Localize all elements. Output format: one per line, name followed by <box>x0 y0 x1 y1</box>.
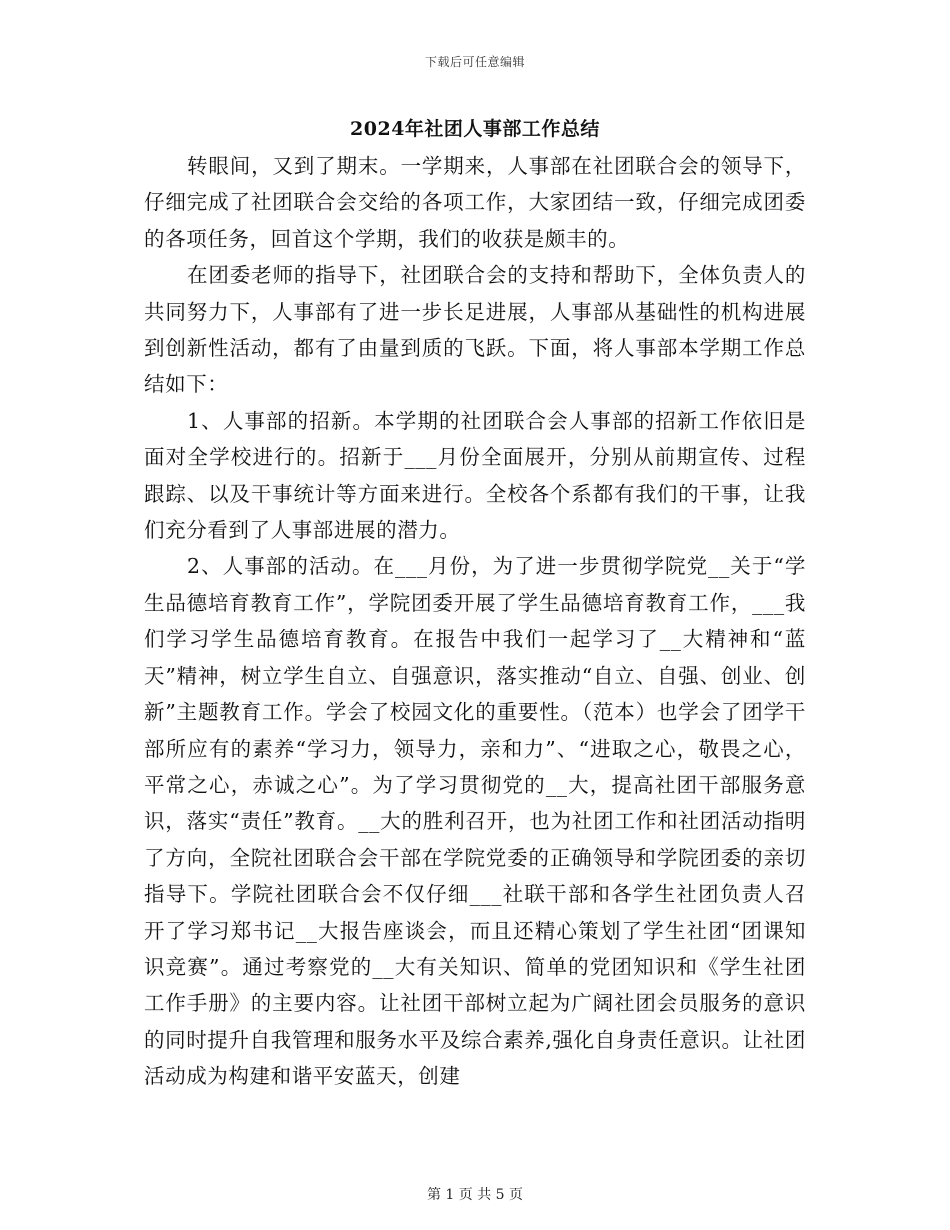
document-body <box>144 148 806 1095</box>
paragraph-intro: 转眼间，又到了期末。一学期来，人事部在社团联合会的领导下，仔细完成了社团联合会交给的各项工作，大家团结一致，仔细完成团委的各项任务，回首这个学期，我们的收获是颇丰的。 <box>144 154 806 251</box>
page-number-footer: 第 1 页 共 5 页 <box>426 1187 524 1203</box>
paragraph-activities: 2、人事部的活动。在___月份，为了进一步贯彻学院党__关于“学生品德培育教育工作”，学院团委开展了学生品德培育教育工作，___我们学习学生品德培育教育。在报告中我们一起学习了__大精神和“蓝天”精神，树立学生自立、自强意识，落实推动“自立、自强、创业、创新”主题教育工作。学会了校园文化的重要性。（范本）也学会了团学干部所应有的素养“学习力，领导力，亲和力”、“进取之心，敬畏之心，平常之心，赤诚之心”。为了学习贯彻党的__大，提高社团干部服务意识，落实“责任”教育。__大的胜利召开，也为社团工作和社团活动指明了方向，全院社团联合会干部在学院党委的正确领导和学院团委的亲切指导下。学院社团联合会不仅仔细___社联干部和各学生社团负责人召开了学习郑书记__大报告座谈会，而且还精心策划了学生社团“团课知识竞赛”。通过考察党的__大有关知识、简单的党团知识和《学生社团工作手册》的主要内容。让社团干部树立起为广阔社团会员服务的意识的同时提升自我管理和服务水平及综合素养,强化自身责任意识。让社团活动成为构建和谐平安蓝天，创建 <box>144 554 806 1089</box>
paragraph-overview: 在团委老师的指导下，社团联合会的支持和帮助下，全体负责人的共同努力下，人事部有了进一步长足进展，人事部从基础性的机构进展到创新性活动，都有了由量到质的飞跃。下面，将人事部本学期工作总结如下： <box>144 263 806 397</box>
document-title: 2024年社团人事部工作总结 <box>350 118 600 140</box>
paragraph-recruitment: 1、人事部的招新。本学期的社团联合会人事部的招新工作依旧是面对全学校进行的。招新于___月份全面展开，分别从前期宣传、过程跟踪、以及干事统计等方面来进行。全校各个系都有我们的干事，让我们充分看到了人事部进展的潜力。 <box>144 408 806 543</box>
page-header-note: 下载后可任意编辑 <box>424 55 525 69</box>
